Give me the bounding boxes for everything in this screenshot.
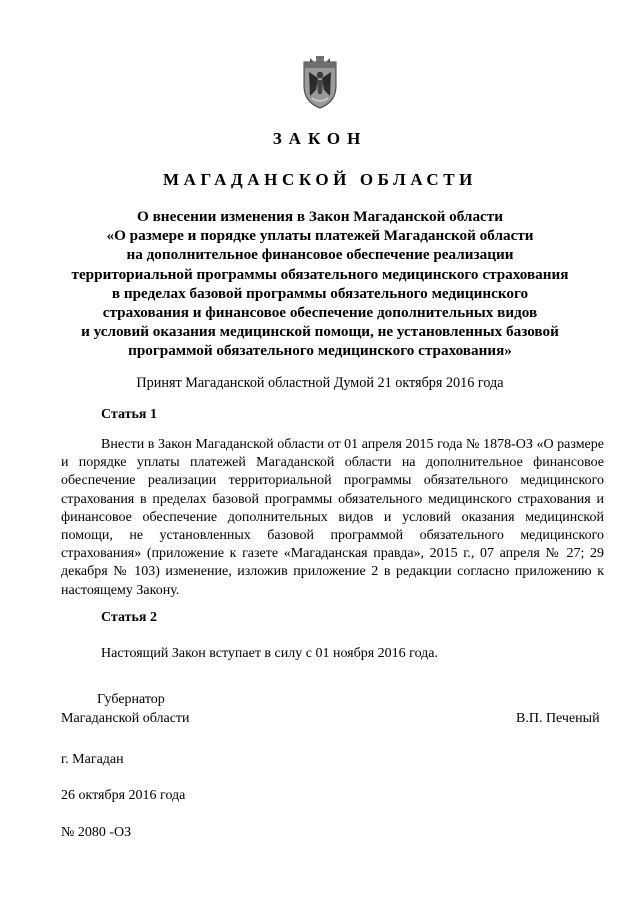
article-2-title: Статья 2 (101, 610, 157, 625)
document-heading (40, 207, 600, 361)
article-1-title: Статья 1 (101, 407, 157, 422)
heading-line: и условий оказания медицинской помощи, не установленных базовой (81, 323, 559, 341)
heading-line: «О размере и порядке уплаты платежей Магаданской области (106, 227, 534, 245)
article-2-text: Настоящий Закон вступает в силу с 01 ноября 2016 года. (101, 646, 439, 661)
signing-city: г. Магадан (61, 752, 124, 767)
adoption-statement: Принят Магаданской областной Думой 21 октября 2016 года (136, 375, 504, 391)
law-number: № 2080 -ОЗ (61, 825, 132, 840)
signing-date: 26 октября 2016 года (61, 788, 186, 803)
heading-line: территориальной программы обязательного медицинского страхования (71, 265, 569, 283)
signatory-position: Губернатор (97, 692, 165, 707)
article-1-text: Внести в Закон Магаданской области от 01 апреля 2015 года № 1878-ОЗ «О размере и порядке уплаты платежей Магаданской области на дополнительное финансовое обеспечение реализации территориальной программы обязательного медицинского страхования в пределах базовой программы обязательного медицинского страхования и финансовое обеспечение дополнительных видов и условий оказания медицинской помощи, не установленных базовой программой обязательного медицинского страхования» (приложение к газете «Магаданская правда», 2015 г., 07 апреля № 27; 29 декабря № 103) изменение, изложив приложение 2 в редакции согласно приложению к настоящему Закону. (61, 437, 604, 598)
region-title: МАГАДАНСКОЙ ОБЛАСТИ (162, 170, 477, 189)
heading-line: программой обязательного медицинского страхования» (128, 342, 512, 360)
heading-line: в пределах базовой программы обязательного медицинского (111, 284, 529, 302)
signatory-name: В.П. Печеный (516, 711, 600, 726)
heading-line: на дополнительное финансовое обеспечение реализации (126, 246, 514, 264)
heading-line: О внесении изменения в Закон Магаданской области (137, 208, 503, 225)
heading-line: страхования и финансовое обеспечение дополнительных видов (102, 304, 538, 322)
law-title: ЗАКОН (272, 129, 368, 148)
magadan-coat-of-arms-icon (301, 56, 339, 110)
signatory-region: Магаданской области (61, 711, 190, 726)
